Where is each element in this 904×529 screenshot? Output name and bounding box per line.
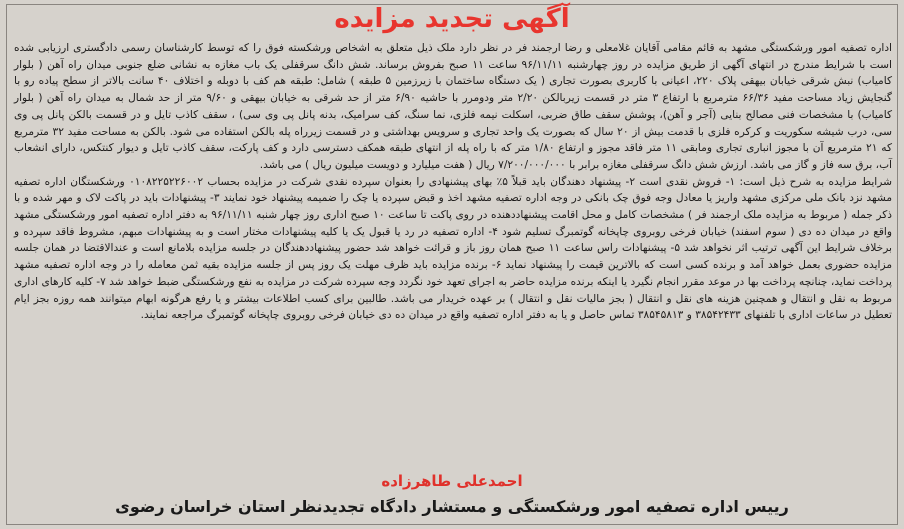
signer-position: رییس اداره تصفیه امور ورشکستگی و مستشار دادگاه تجدیدنظر استان خراسان رضوی [115,497,789,516]
signer-name: احمدعلی طاهرزاده [381,472,523,490]
property-description-paragraph: اداره تصفیه امور ورشکستگی مشهد به قائم مقامی آقایان غلامعلی و رضا ارجمند فر در نظر دارد ملک ذیل متعلق به اشخاص ورشکسته فوق را که توسط کارشناسان رسمی دادگستری ارزیابی شده است با شرایط مندرج در انتهای آگهی از طریق مزایده در روز چهارشنبه ۹۶/۱۱/۱۱ ساعت ۱۱ صبح بفروش برساند. شش دانگ سرقفلی یک باب مغازه به نشانی ضلع جنوبی میدان راه آهن ( بلوار کامیاب) نبش شرقی خیابان بیهقی پلاک ۲۲۰، اعیانی با کاربری بصورت تجاری ( یک دستگاه ساختمان با زیرزمین ۵ طبقه ) شامل: طبقه هم کف با دوبله و اختلاف ۴۰ سانت بالاتر از سطح پیاده رو با گنجایش زیاد مساحت مفید ۶۶/۳۶ مترمربع با ارتفاع ۳ متر در قسمت زیربالکن ۲/۲۰ متر ودومرر با حاشیه ۶/۹۰ متر از حد شرقی به خیابان بیهقی و ۹/۶۰ متر از حد شمال به میدان راه آهن ( بلوار کامیاب) با مشخصات فنی مصالح بنایی (آجر و آهن)، پوشش سقف طاق ضربی، اسکلت نیمه فلزی، نما سنگ، کف سرامیک، بدنه پانل پی وی سی) ، سقف کاذب تایل و در قسمت بالکن پانل پی وی سی، درب شیشه سکوریت و کرکره فلزی با قدمت بیش از ۲۰ سال که بصورت یک واحد تجاری و سرویس بهداشتی و در قسمت زیرراه پله بالکن استفاده می شود. بالکن به مساحت مفید ۳۲ مترمربع که ۲۱ مترمربع آن با مجوز انباری تجاری ومابقی ۱۱ متر فاقد مجوز و ارتفاع ۱/۸۰ متر که با راه پله از انتهای طبقه همکف دسترسی دارد و کف پارکت، سقف کاذب تایل و دیوار کنتکس، دارای انشعاب آب، برق سه فاز و گاز می باشد. ارزش شش دانگ سرقفلی مغازه برابر با ۷/۲۰۰/۰۰۰/۰۰۰ ریال ( هفت میلیارد و دویست میلیون ریال ) می باشد. [14,42,892,171]
auction-conditions-paragraph: شرایط مزایده به شرح ذیل است: ۱- فروش نقدی است ۲- پیشنهاد دهندگان باید قبلاً ۵٪ بهای پیشنهادی را بعنوان سپرده نقدی شرکت در مزایده بحساب ۰۱۰۸۲۲۵۲۲۶۰۰۲ ورشکستگان اداره تصفیه مشهد نزد بانک ملی مرکزی مشهد واریز یا معادل وجه فوق چک بانکی در وجه اداره تصفیه مشهد اخذ و قبض سپرده یا چک را ضمیمه پیشنهاد خود نمایند ۳- پیشنهادات باید در پاکت لاک و مهر شده و با ذکر جمله ( مربوط به مزایده ملک ارجمند فر ) مشخصات کامل و محل اقامت پیشنهاددهنده در روی پاکت تا ساعت ۱۰ صبح اداری روز چهار شنبه ۹۶/۱۱/۱۱ به دفتر اداره تصفیه امور ورشکستگی مشهد واقع در میدان ده دی ( سوم اسفند) خیابان فرخی روبروی چاپخانه گوتمبرگ تسلیم شود ۴- اداره تصفیه در رد یا قبول یک یا کلیه پیشنهادات مختار است و به پیشنهادات مبهم، مشروط فاقد سپرده و برخلاف شرایط این آگهی ترتیب اثر نخواهد شد ۵- پیشنهادات راس ساعت ۱۱ صبح همان روز باز و قرائت خواهد شد حضور پیشنهاددهندگان در جلسه مزایده بلامانع است و عندالاقتضا در همان جلسه مزایده حضوری بعمل خواهد آمد و برنده کسی است که بالاترین قیمت را پیشنهاد نماید ۶- برنده مزایده باید ظرف مهلت یک روز پس از جلسه مزایده بقیه ثمن معامله را در وجه اداره تصفیه مشهد پرداخت نماید، چنانچه پرداخت بها در موعد مقرر انجام نگیرد یا اینکه برنده مزایده حاضر به اجرای تعهد خود نگردد وجه سپرده شرکت در مزایده به نفع ورشکستگی ضبط خواهد شد ۷- کلیه کارهای اداری مربوط به نقل و انتقال و همچنین هزینه های نقل و انتقال ( بجز مالیات نقل و انتقال ) بر عهده خریدار می باشد. طالبین برای کسب اطلاعات بیشتر و یا رفع هرگونه ابهام میتوانند همه روزه بجز ایام تعطیل در ساعات اداری با تلفنهای ۳۸۵۴۲۴۳۳ و ۳۸۵۴۵۸۱۳ تماس حاصل و یا به دفتر اداره تصفیه واقع در میدان ده دی خیابان فرخی روبروی چاپخانه گوتمبرگ مراجعه نمایند. [14,175,892,322]
notice-body [14,40,892,324]
notice-title: آگهی تجدید مزایده [334,4,570,34]
